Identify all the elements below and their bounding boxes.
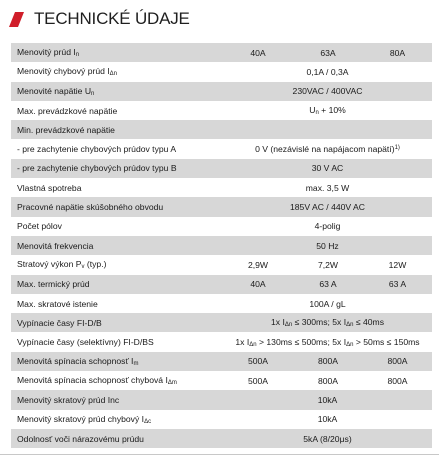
table-row (11, 62, 432, 81)
value-cell (223, 236, 432, 255)
row-label (11, 294, 223, 313)
row-label (11, 275, 223, 294)
label-text: Menovitá spínacia schopnosť I (17, 355, 134, 366)
value-subscript: Δn (284, 322, 293, 329)
value-text: 5kA (8/20μs) (303, 433, 352, 444)
label-text: Min. prevádzkové napätie (17, 124, 115, 135)
value-cell: 63A (293, 43, 363, 62)
value-text: 4-polig (314, 221, 341, 232)
row-label (11, 332, 223, 351)
row-label (11, 62, 223, 81)
label-text: Vypínacie časy FI-D/B (17, 317, 102, 328)
value-cell: 500A (223, 371, 293, 390)
row-label (11, 159, 223, 178)
label-text: Stratový výkon P (17, 259, 82, 270)
value-cell (223, 159, 432, 178)
label-text: Menovitý skratový prúd chybový I (17, 413, 145, 424)
value-cell (223, 332, 432, 351)
table-row (11, 313, 432, 332)
table-row (11, 197, 432, 216)
value-text: max. 3,5 W (305, 182, 350, 193)
label-tail: (typ.) (84, 259, 107, 270)
value-text: U (309, 105, 316, 116)
value-cell (223, 178, 432, 197)
table-row (11, 275, 432, 294)
table-row (11, 255, 432, 274)
label-text: - pre zachytenie chybových prúdov typu A (17, 144, 177, 155)
value-text: 0,1A / 0,3A (306, 66, 349, 77)
value-cell: 7,2W (293, 255, 363, 274)
value-cell (223, 82, 432, 101)
row-label (11, 178, 223, 197)
value-cell: 63 A (293, 275, 363, 294)
label-text: Vlastná spotreba (17, 182, 82, 193)
page-title: TECHNICKÉ ÚDAJE (34, 9, 190, 28)
value-subscript: Δn (346, 322, 354, 329)
red-parallelogram-icon (9, 12, 24, 27)
value-cell: 500A (223, 352, 293, 371)
label-subscript: n (91, 90, 95, 97)
value-cell: 800A (293, 352, 363, 371)
label-text: Max. prevádzkové napätie (17, 105, 118, 116)
label-subscript: Δc (144, 418, 152, 425)
label-text: Max. skratové istenie (17, 298, 98, 309)
table-row (11, 43, 432, 62)
row-label (11, 139, 223, 158)
value-text: 185V AC / 440V AC (289, 202, 365, 213)
value-cell (223, 429, 432, 448)
table-row (11, 429, 432, 448)
value-cell: 2,9W (223, 255, 293, 274)
table-row (11, 178, 432, 197)
value-cell (223, 390, 432, 409)
row-label (11, 43, 223, 62)
table-row (11, 371, 432, 390)
value-text: > 130ms ≤ 500ms; 5x I (256, 336, 347, 347)
table-row (11, 390, 432, 409)
label-text: Počet pólov (17, 221, 62, 232)
row-label (11, 410, 223, 429)
value-text: ≤ 300ms; 5x I (292, 317, 347, 328)
row-label (11, 390, 223, 409)
value-text: 1x I (270, 317, 285, 328)
bottom-divider (0, 454, 439, 455)
table-row (11, 120, 432, 139)
value-tail: + 10% (318, 105, 346, 116)
row-label (11, 101, 223, 120)
value-subscript: Δn (346, 341, 354, 348)
label-text: Odolnosť voči nárazovému prúdu (17, 433, 144, 444)
row-label (11, 236, 223, 255)
table-row (11, 101, 432, 120)
label-text: Vypínacie časy (selektívny) FI-D/BS (17, 337, 154, 348)
value-text: 1x I (235, 336, 250, 347)
technical-data-table (11, 43, 432, 448)
value-subscript: Δn (249, 341, 257, 348)
table-row (11, 410, 432, 429)
value-cell: 40A (223, 43, 293, 62)
value-text: 10kA (317, 414, 338, 425)
label-text: - pre zachytenie chybových prúdov typu B (17, 163, 177, 174)
value-cell: 800A (293, 371, 363, 390)
row-label (11, 217, 223, 236)
value-cell (223, 217, 432, 236)
table-row (11, 139, 432, 158)
value-text: 30 V AC (311, 163, 344, 174)
value-text: ≤ 40ms (353, 317, 384, 328)
row-label (11, 313, 223, 332)
label-text: Menovitý chybový prúd I (17, 66, 110, 77)
table-row (11, 294, 432, 313)
label-text: Menovitý skratový prúd Inc (17, 394, 120, 405)
label-text: Menovité napätie U (17, 85, 92, 96)
value-text: 230VAC / 400VAC (292, 86, 363, 97)
table-row (11, 217, 432, 236)
table-row (11, 236, 432, 255)
label-text: Menovitá spínacia schopnosť chybová I (17, 375, 168, 386)
label-subscript: m (133, 360, 139, 367)
row-label (11, 120, 223, 139)
label-text: Max. termický prúd (17, 279, 90, 290)
label-subscript: v (81, 264, 85, 271)
label-subscript: Δm (167, 380, 177, 387)
value-cell (223, 101, 432, 120)
table-row (11, 159, 432, 178)
value-cell: 63 A (363, 275, 432, 294)
row-label (11, 429, 223, 448)
row-label (11, 82, 223, 101)
value-cell: 80A (363, 43, 432, 62)
row-label (11, 197, 223, 216)
table-row (11, 82, 432, 101)
label-text: Menovitý prúd I (17, 47, 76, 58)
value-subscript: n (315, 110, 319, 117)
row-label (11, 371, 223, 390)
value-cell (223, 62, 432, 81)
page-header (0, 0, 439, 42)
value-cell: 12W (363, 255, 432, 274)
value-cell: 40A (223, 275, 293, 294)
value-text: 10kA (317, 394, 338, 405)
value-cell (223, 294, 432, 313)
value-cell (223, 313, 432, 332)
value-text: 50 Hz (316, 240, 339, 251)
label-text: Pracovné napätie skúšobného obvodu (17, 202, 164, 213)
table-row (11, 332, 432, 351)
label-subscript: Δn (109, 71, 118, 78)
row-label (11, 255, 223, 274)
label-text: Menovitá frekvencia (17, 240, 94, 251)
label-subscript: n (75, 52, 80, 59)
value-cell: 800A (363, 371, 432, 390)
value-cell: 800A (363, 352, 432, 371)
value-text: 0 V (nezávislé na napájacom napätí) (255, 144, 395, 155)
value-cell (223, 197, 432, 216)
row-label (11, 352, 223, 371)
value-text: 100A / gL (309, 298, 346, 309)
value-cell (223, 120, 432, 139)
value-cell (223, 410, 432, 429)
footnote-mark: 1) (394, 145, 400, 152)
table-row (11, 352, 432, 371)
value-cell (223, 139, 432, 158)
value-text: > 50ms ≤ 150ms (353, 336, 420, 347)
